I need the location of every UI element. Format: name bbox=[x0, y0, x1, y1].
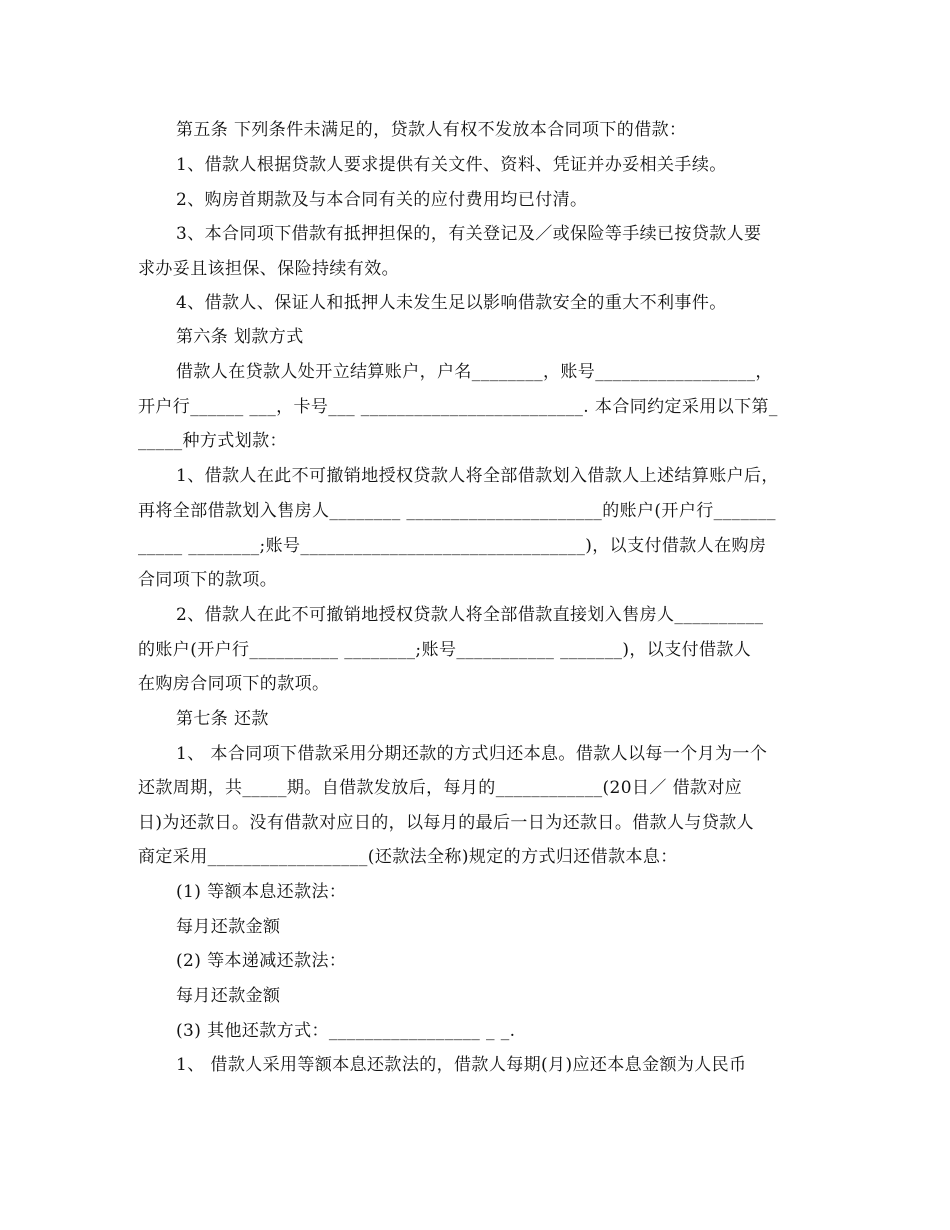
paragraph-line: 开户行______ ___，卡号___ _________________________. 本合同约定采用以下第_ bbox=[138, 397, 778, 417]
list-item: (2) 等本递减还款法： bbox=[176, 951, 347, 971]
paragraph-line: 1、 借款人采用等额本息还款法的，借款人每期(月)应还本息金额为人民币 bbox=[176, 1055, 747, 1075]
paragraph-line: 日)为还款日。没有借款对应日的，以每月的最后一日为还款日。借款人与贷款人 bbox=[138, 813, 755, 833]
paragraph-line: _____ ________;账号________________________________)，以支付借款人在购房 bbox=[138, 536, 767, 556]
article-5-heading: 第五条 下列条件未满足的，贷款人有权不发放本合同项下的借款： bbox=[176, 120, 687, 140]
paragraph-line: 借款人在贷款人处开立结算账户，户名________，账号__________________， bbox=[176, 362, 773, 382]
paragraph-line: 商定采用__________________(还款法全称)规定的方式归还借款本息： bbox=[138, 847, 678, 867]
paragraph-line: 2、借款人在此不可撤销地授权贷款人将全部借款直接划入售房人__________ bbox=[176, 605, 764, 625]
paragraph-line: _____种方式划款： bbox=[138, 431, 287, 451]
paragraph-line: 求办妥且该担保、保险持续有效。 bbox=[138, 259, 399, 279]
article-7-heading: 第七条 还款 bbox=[176, 709, 269, 729]
list-item: (3) 其他还款方式：_________________ _ _. bbox=[176, 1021, 516, 1041]
list-item: (1) 等额本息还款法： bbox=[176, 882, 347, 902]
paragraph-line: 1、借款人在此不可撤销地授权贷款人将全部借款划入借款人上述结算账户后， bbox=[176, 466, 779, 486]
paragraph-line: 1、 本合同项下借款采用分期还款的方式归还本息。借款人以每一个月为一个 bbox=[176, 744, 768, 764]
paragraph-line: 还款周期，共_____期。自借款发放后，每月的____________(20日／ 借款对应 bbox=[138, 778, 743, 798]
paragraph-line: 1、借款人根据贷款人要求提供有关文件、资料、凭证并办妥相关手续。 bbox=[176, 155, 727, 175]
paragraph-line: 在购房合同项下的款项。 bbox=[138, 674, 330, 694]
article-6-heading: 第六条 划款方式 bbox=[176, 327, 304, 347]
paragraph-line: 合同项下的款项。 bbox=[138, 570, 278, 590]
paragraph-line: 再将全部借款划入售房人________ ______________________的账户(开户行_______ bbox=[138, 501, 776, 521]
paragraph-line: 每月还款金额 bbox=[176, 986, 281, 1006]
paragraph-line: 3、本合同项下借款有抵押担保的，有关登记及／或保险等手续已按贷款人要 bbox=[176, 224, 762, 244]
paragraph-line: 2、购房首期款及与本合同有关的应付费用均已付清。 bbox=[176, 190, 588, 210]
paragraph-line: 的账户(开户行__________ ________;账号___________ _______)，以支付借款人 bbox=[138, 640, 752, 660]
paragraph-line: 每月还款金额 bbox=[176, 917, 281, 937]
paragraph-line: 4、借款人、保证人和抵押人未发生足以影响借款安全的重大不利事件。 bbox=[176, 293, 727, 313]
